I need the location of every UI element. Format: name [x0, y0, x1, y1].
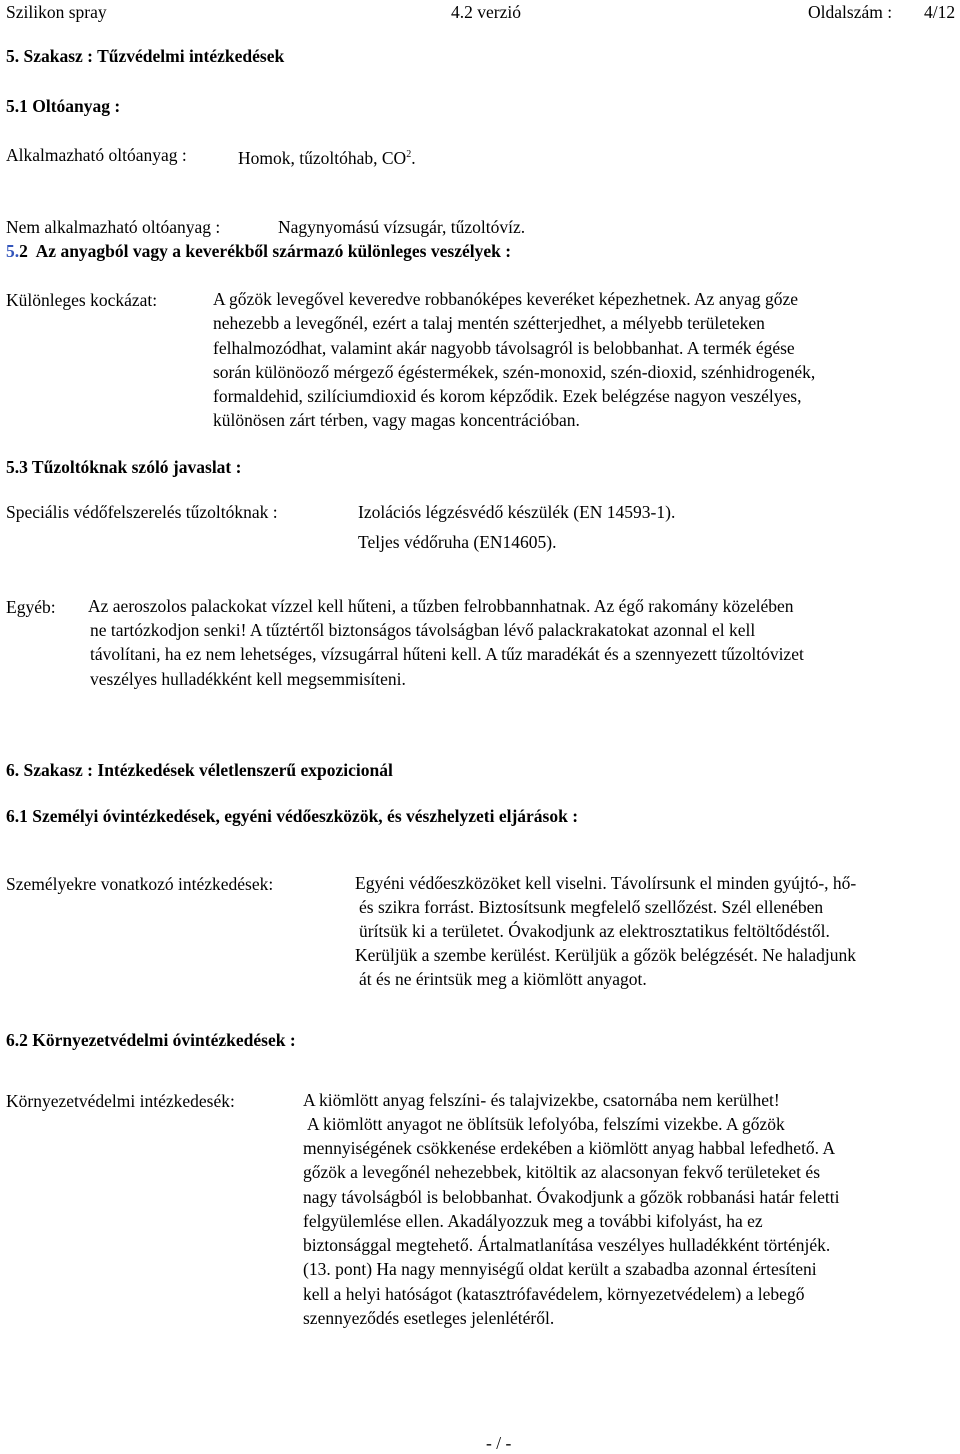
special-hazard-label: Különleges kockázat:: [6, 290, 158, 310]
personal-measures-line-2-3: és szikra forrást. Biztosítsunk megfelelő szellőzést. Szél ellenében ürítsük ki a területet. Óvakodjunk az elektrosztatikus feltöltődéstől.: [359, 897, 830, 942]
section6-heading: 6. Szakasz : Intézkedések véletlenszerű expozicionál: [6, 760, 393, 780]
section5-heading: 5. Szakasz : Tűzvédelmi intézkedések: [6, 46, 285, 66]
personal-measures-line-1: Egyéni védőeszközöket kell viselni. Távolírsunk el minden gyújtó-, hő-: [355, 873, 857, 893]
environmental-measures-label: Környezetvédelmi intézkedesék:: [6, 1091, 235, 1111]
special-hazard-text: A gőzök levegővel keveredve robbanóképes keveréket képezhetnek. Az anyag gőze nehezebb a levegőnél, ezért a talaj mentén szétterjedhet, a mélyebb területeken felhalmozódhat, valamint akár nagyobb távolsagról is belobbanhat. A termék égése során különöoző mérgező égéstermékek, szén-monoxid, szén-dioxid, szénhidrogenék, formaldehid, szilíciumdioxid és korom képződik. Ezek belégzése nagyon veszélyes, különösen zárt térben, vagy magas koncentrációban.: [213, 289, 816, 431]
section5-3-heading: 5.3 Tűzoltóknak szóló javaslat :: [6, 457, 242, 477]
header-page-number: 4/12: [924, 2, 956, 22]
personal-measures-line-5: át és ne érintsük meg a kiömlött anyagot.: [359, 969, 647, 989]
header-version: 4.2 verzió: [451, 2, 521, 22]
other-text-line-1: Az aeroszolos palackokat vízzel kell hűteni, a tűzben felrobbannhatnak. Az égő rakomány közelében: [88, 596, 794, 616]
section5-1-heading: 5.1 Oltóanyag :: [6, 96, 121, 116]
personal-measures-label: Személyekre vonatkozó intézkedések:: [6, 874, 274, 894]
footer-page-marker: - / -: [486, 1433, 512, 1453]
other-label: Egyéb:: [6, 597, 56, 617]
environmental-measures-line-1: A kiömlött anyag felszíni- és talajvizekbe, csatornába nem kerülhet!: [303, 1090, 780, 1110]
firefighter-equipment-value-1: Izolációs légzésvédő készülék (EN 14593-1).: [358, 502, 676, 522]
personal-measures-line-4: Kerüljük a szembe kerülést. Kerüljük a gőzök belégzését. Ne haladjunk: [355, 945, 856, 965]
section6-1-heading: 6.1 Személyi óvintézkedések, egyéni védőeszközök, és vészhelyzeti eljárások :: [6, 806, 579, 826]
other-text-continuation: ne tartózkodjon senki! A tűztértől biztonságos távolságban lévő palackrakatokat azonnal el kell távolítani, ha ez nem lehetséges, vízsugárral hűteni kell. A tűz maradékát és a szennyezett tűzoltóvizet veszélyes hulladékként kell megsemmisíteni.: [90, 620, 804, 689]
suitable-extinguisher-label: Alkalmazható oltóanyag :: [6, 145, 187, 165]
unsuitable-extinguisher-value: Nagynyomású vízsugár, tűzoltóvíz.: [278, 217, 526, 237]
section5-2-heading: 5.2 Az anyagból vagy a keverékből származó különleges veszélyek :: [6, 241, 512, 261]
unsuitable-extinguisher-label: Nem alkalmazható oltóanyag :: [6, 217, 221, 237]
firefighter-equipment-label: Speciális védőfelszerelés tűzoltóknak :: [6, 502, 278, 522]
firefighter-equipment-value-2: Teljes védőruha (EN14605).: [358, 532, 557, 552]
header-product: Szilikon spray: [6, 2, 107, 22]
environmental-measures-line-2: A kiömlött anyagot ne öblítsük lefolyóba, felszími vizekbe. A gőzök: [307, 1114, 785, 1134]
environmental-measures-rest: mennyiségének csökkenése erdekében a kiömlött anyag habbal lefedhető. A gőzök a levegőnél nehezebbek, kitöltik az alacsonyan fekvő területeket és nagy távolságból is belobbanhat. Óvakodjunk a gőzök robbanási határ feletti felgyülemlése ellen. Akadályozzuk meg a további kifolyást, ha ez biztonsággal megtehető. Ártalmatlanítása veszélyes hulladékként történjék. (13. pont) Ha nagy mennyiségű oldat került a szabadba azonnal értesíteni kell a helyi hatóságot (katasztrófavédelem, környezetvédelem) a lebegő szennyeződés esetleges jelenlétéről.: [303, 1138, 840, 1329]
header-page-label: Oldalszám :: [808, 2, 893, 22]
suitable-extinguisher-value: Homok, tűzoltóhab, $CO^2$.: [238, 147, 416, 168]
section6-2-heading: 6.2 Környezetvédelmi óvintézkedések :: [6, 1030, 296, 1050]
